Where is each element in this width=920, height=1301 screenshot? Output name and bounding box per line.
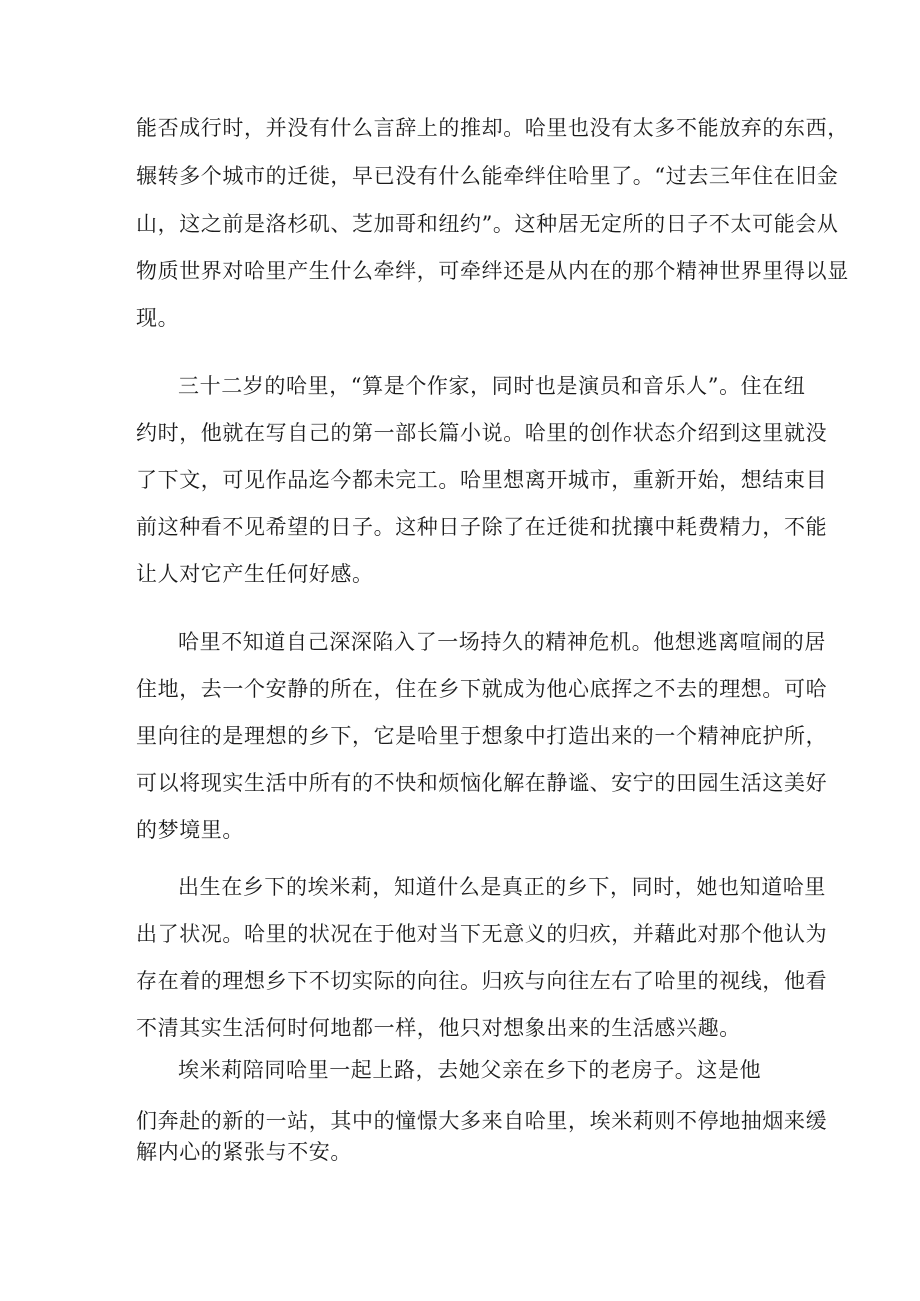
text-line: 了下文，可见作品迄今都未完工。哈里想离开城市，重新开始，想结束目 bbox=[136, 468, 828, 492]
text-line: 存在着的理想乡下不切实际的向往。归疚与向往左右了哈里的视线，他看 bbox=[136, 969, 828, 993]
text-line: 能否成行时，并没有什么言辞上的推却。哈里也没有太多不能放弃的东西， bbox=[136, 116, 849, 140]
text-line: 物质世界对哈里产生什么牵绊，可牵绊还是从内在的那个精神世界里得以显 bbox=[136, 259, 849, 283]
text-line: 山，这之前是洛杉矶、芝加哥和纽约”。这种居无定所的日子不太可能会从 bbox=[136, 212, 839, 236]
text-line: 里向往的是理想的乡下，它是哈里于想象中打造出来的一个精神庇护所， bbox=[136, 724, 828, 748]
text-line: 约时，他就在写自己的第一部长篇小说。哈里的创作状态介绍到这里就没 bbox=[136, 421, 828, 445]
text-line: 三十二岁的哈里，“算是个作家，同时也是演员和音乐人”。住在纽 bbox=[178, 374, 806, 398]
text-line: 住地，去一个安静的所在，住在乡下就成为他心底挥之不去的理想。可哈 bbox=[136, 677, 828, 701]
text-line: 哈里不知道自己深深陷入了一场持久的精神危机。他想逃离喧闹的居 bbox=[178, 630, 826, 654]
text-line: 前这种看不见希望的日子。这种日子除了在迁徙和扰攘中耗费精力，不能 bbox=[136, 515, 828, 539]
text-line: 解内心的紧张与不安。 bbox=[136, 1140, 352, 1164]
text-line: 辗转多个城市的迁徙，早已没有什么能牵绊住哈里了。“过去三年住在旧金 bbox=[136, 164, 839, 188]
text-line: 现。 bbox=[136, 306, 180, 330]
text-line: 不清其实生活何时何地都一样，他只对想象出来的生活感兴趣。 bbox=[136, 1016, 741, 1040]
text-line: 的梦境里。 bbox=[136, 818, 244, 842]
text-line: 埃米莉陪同哈里一起上路，去她父亲在乡下的老房子。这是他 bbox=[178, 1058, 762, 1082]
text-line: 让人对它产生任何好感。 bbox=[136, 562, 374, 586]
text-line: 可以将现实生活中所有的不快和烦恼化解在静谧、安宁的田园生活这美好 bbox=[136, 771, 828, 795]
text-line: 们奔赴的新的一站，其中的憧憬大多来自哈里，埃米莉则不停地抽烟来缓 bbox=[136, 1109, 828, 1133]
text-line: 出生在乡下的埃米莉，知道什么是真正的乡下，同时，她也知道哈里 bbox=[178, 875, 826, 899]
text-line: 出了状况。哈里的状况在于他对当下无意义的归疚，并藉此对那个他认为 bbox=[136, 922, 828, 946]
